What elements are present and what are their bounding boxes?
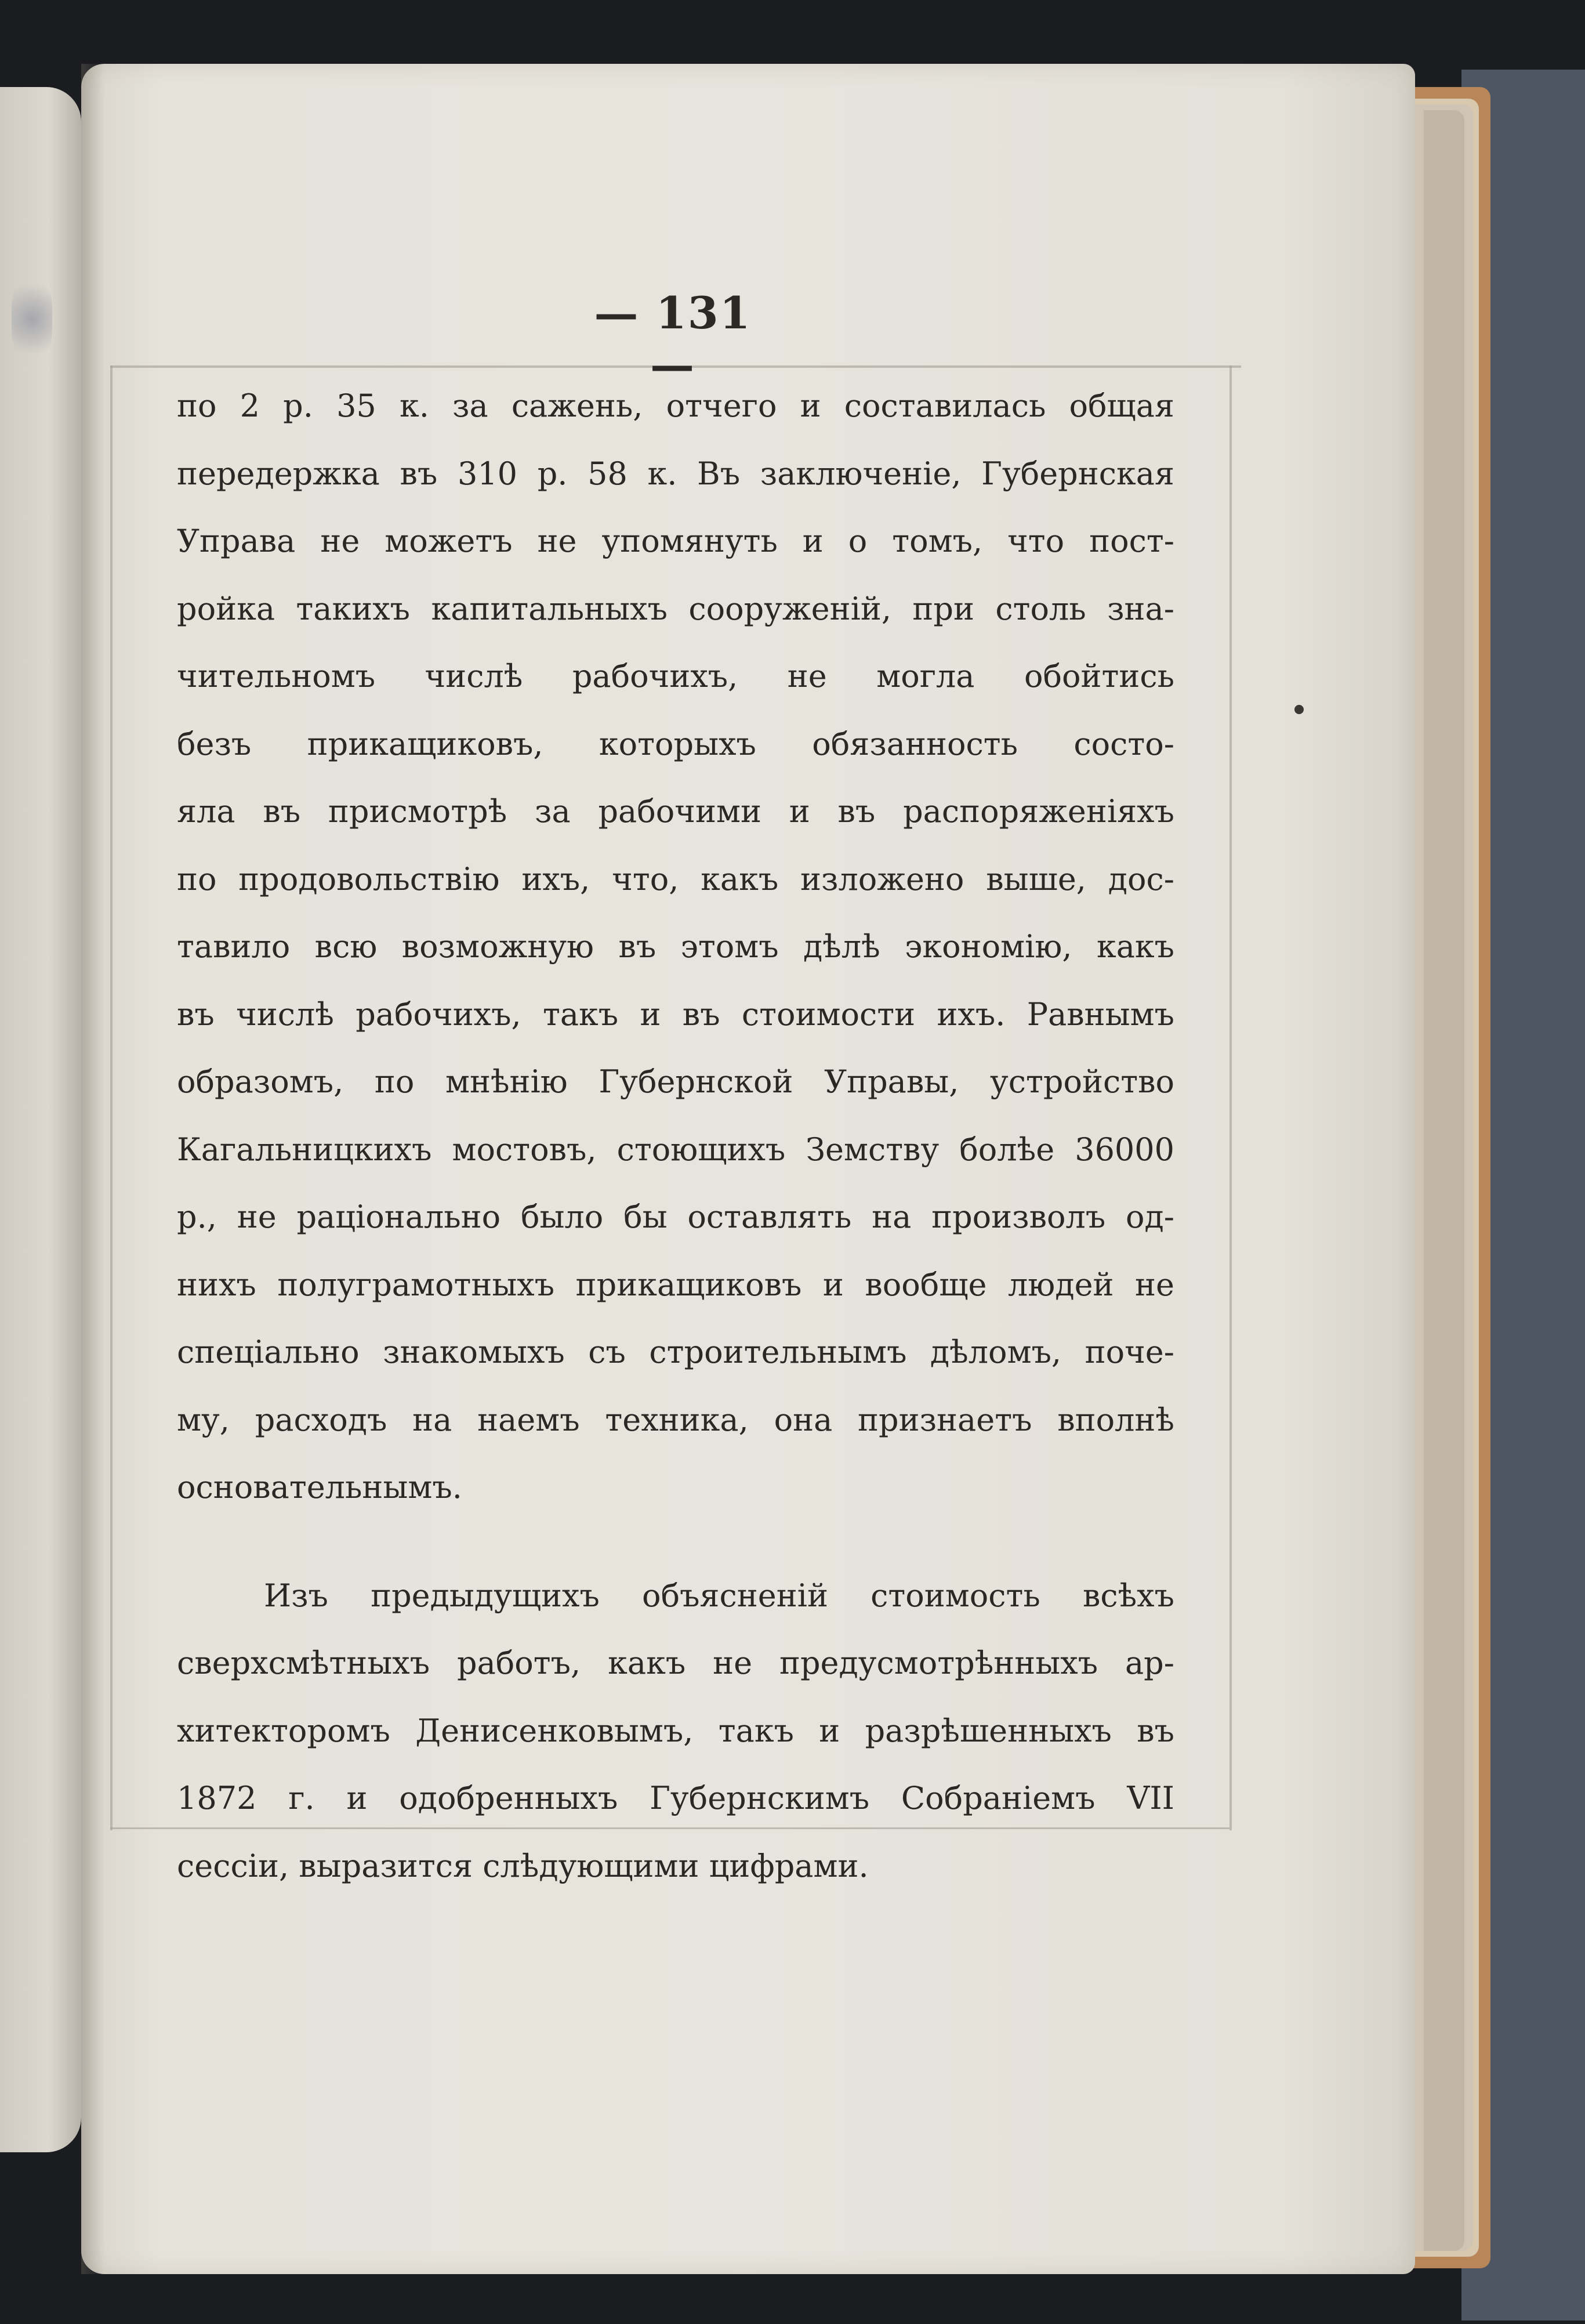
text-line: передержка въ 310 р. 58 к. Въ заключеніе, Губернская [177, 455, 1174, 492]
bleed-through-rule [1229, 365, 1232, 1830]
page-number: — 131 — [594, 287, 752, 390]
text-line: р., не раціонально было бы оставлять на произволъ од- [177, 1199, 1174, 1235]
text-line: ройка такихъ капитальныхъ сооруженій, при столь зна- [177, 590, 1174, 627]
text-line: спеціально знакомыхъ съ строительнымъ дѣломъ, поче- [177, 1334, 1174, 1370]
previous-page-strip [0, 87, 81, 2152]
bleed-through-rule [110, 365, 113, 1830]
text-line: образомъ, по мнѣнію Губернской Управы, устройство [177, 1063, 1174, 1100]
text-line: безъ прикащиковъ, которыхъ обязанность состо- [177, 725, 1174, 762]
text-line: чительномъ числѣ рабочихъ, не могла обойтись [177, 658, 1174, 694]
text-line: 1872 г. и одобренныхъ Губернскимъ Собраніемъ VII [177, 1780, 1174, 1816]
text-line: въ числѣ рабочихъ, такъ и въ стоимости ихъ. Равнымъ [177, 996, 1174, 1033]
text-line: яла въ присмотрѣ за рабочими и въ распоряженіяхъ [177, 793, 1174, 830]
text-line: по продовольствію ихъ, что, какъ изложено выше, дос- [177, 860, 1174, 897]
paragraph-2 [177, 1562, 1174, 1901]
text-line: основательнымъ. [177, 1469, 462, 1505]
page-gutter-shadow [81, 64, 104, 2274]
text-line: Кагальницкихъ мостовъ, стоющихъ Земству болѣе 36000 [177, 1131, 1174, 1168]
text-line: нихъ полуграмотныхъ прикащиковъ и вообще людей не [177, 1266, 1174, 1303]
text-line: тавило всю возможную въ этомъ дѣлѣ экономію, какъ [177, 928, 1174, 965]
text-line: хитекторомъ Денисенковымъ, такъ и разрѣшенныхъ въ [177, 1712, 1174, 1749]
text-line: сверхсмѣтныхъ работъ, какъ не предусмотрѣнныхъ ар- [177, 1645, 1174, 1681]
library-stamp-mark [12, 273, 52, 365]
paragraph-1 [177, 372, 1174, 1522]
text-line: му, расходъ на наемъ техника, она признаетъ вполнѣ [177, 1401, 1174, 1438]
text-line: Изъ предыдущихъ объясненій стоимость всѣхъ [264, 1577, 1174, 1614]
page-edges [1424, 110, 1464, 2251]
text-line: по 2 р. 35 к. за сажень, отчего и составилась общая [177, 388, 1174, 424]
text-line: сессіи, выразится слѣдующими цифрами. [177, 1847, 869, 1884]
ink-speck [1294, 705, 1304, 714]
text-line: Управа не можетъ не упомянуть и о томъ, что пост- [177, 523, 1174, 559]
page-body-text [177, 372, 1174, 1900]
